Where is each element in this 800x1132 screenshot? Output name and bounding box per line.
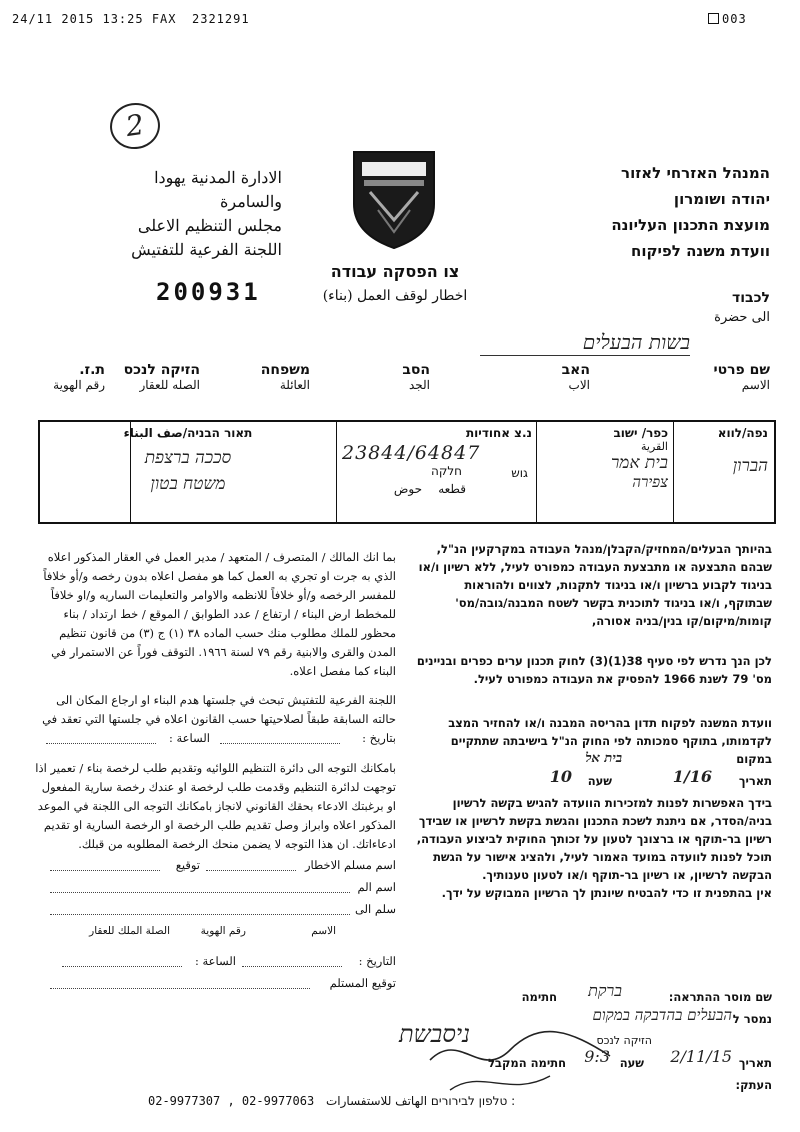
arabic-date-label: بتاريخ : (362, 731, 396, 745)
arabic-issuer-label: اسم مسلم الاخطار (304, 858, 396, 872)
field-property-relation: הזיקה לנכס الصله للعقار (123, 362, 200, 392)
hebrew-paragraph-2: לכן הנך נדרש לפי סעיף 38(1)(3) לחוק תכנון ערים כפרים ובניינים מס' 79 לשנת 1966 להפסיק את העבודה כמפורט לעיל. (416, 654, 772, 686)
field-id-number: ת.ז. رقم الهوية (53, 362, 105, 392)
property-table (38, 420, 776, 524)
arabic-time-line (46, 743, 156, 744)
arabic-signature-label: توقيع (175, 858, 200, 872)
arabic-receiver-row (30, 974, 396, 996)
cell-coordinates: נ.צ אחודיות 23844/64847 גוש חלקה حوض قطعه (342, 426, 532, 496)
circled-number: 2 (107, 100, 163, 153)
hearing-time-label: שעה (587, 774, 612, 788)
arabic-col-id: رقم الهوية (200, 925, 246, 937)
footer-contact (148, 1094, 668, 1108)
arabic-receiver-label: توقيع المستلم (329, 976, 396, 990)
arabic-name-label: اسم الم (357, 880, 396, 894)
fax-page-icon (708, 13, 719, 24)
org-header-arabic: الادارة المدنية يهودا والسامرة مجلس التنظيم الاعلى اللجنة الفرعية للتفتيش (131, 168, 282, 259)
fax-datetime: 24/11 2015 13:25 FAX (12, 12, 177, 26)
delivered-label: נמסר ל (732, 1012, 772, 1026)
field-father: האב الاب (561, 362, 590, 392)
hebrew-body (416, 540, 772, 902)
arabic-issuer-line (206, 870, 296, 871)
arabic-time2-line (62, 966, 182, 967)
delivery-time-label: שעה (619, 1056, 644, 1070)
footer-label: טלפון לבירורים الهاتف للاستفسارات : (326, 1094, 516, 1108)
cell-village: כפר/ ישוב القرية בית אמר צפירה (610, 426, 668, 491)
addressee-handwritten: בשות הבעלים (480, 330, 690, 356)
hebrew-paragraph-5: אין בהתפנית זו כדי להבטיח שיונתן לך הרשיון המבוקש על ידך. (441, 886, 772, 900)
arabic-date-line (220, 743, 340, 744)
hebrew-paragraph-4: בידך האפשרות לפנות למזכירות הוועדה להגיש בקשה לרשיון בניה/הסדר, אם ניתנת לשכת התכנון והגשת בקשת לרשיון או שבידך רשיון בר-תוקף או ברצונך לטעון על זכותך החוקית לביצוע העבודה, תוכל לפנות לוועדה במועד האמור לעיל, ולהציג אישור על הגשת הבקשה לרשיון, או רשיון בר-תוקף ו/או לטעון טענותיך. (416, 796, 772, 882)
hearing-place: בית אל (585, 751, 622, 766)
arabic-date2-line (242, 966, 342, 967)
civil-administration-emblem (350, 148, 438, 252)
delivery-date: 2/11/15 (670, 1047, 732, 1066)
arabic-date2-row (30, 952, 396, 974)
bottom-handwriting: ניסבשת (399, 1020, 470, 1048)
signature-label: חתימה (521, 990, 557, 1004)
issuer-label: שם מוסר ההתראה: (668, 990, 772, 1004)
table-divider (336, 422, 337, 522)
field-family: משפחה العائلة (260, 362, 310, 392)
field-grandfather: הסב الجد (402, 362, 430, 392)
label-gush: גוש (511, 466, 528, 480)
addressee-label-he: לכבוד (732, 290, 770, 306)
hebrew-paragraph-3: וועדת המשנה לפקוח תדון בהריסה המבנה ו/או להחזיר המצב לקדמותו, בתוקף סמכותה לפי החוק הנ"ל בישיבתה שתתקיים במקום (448, 716, 772, 766)
hearing-details (416, 751, 772, 792)
arabic-hearing-row (30, 729, 396, 751)
addressee-label-ar: الى حضرة (714, 310, 770, 325)
arabic-name-row (30, 878, 396, 900)
issuer-signature: ברקת (588, 981, 622, 1000)
arabic-paragraph-1: بما انك المالك / المتصرف / المتعهد / مدير العمل في العقار المذكور اعلاه الذي به جرت او تجري به العمل كما هو مفصل اعلاه بدون رخصه و/أو خلافاً للمفسر الرخصه و/أو خلافاً للانظمه والاوامر والتعليمات الساريه و/او خلافاً للمخطط ارض البناء / ارتفاع / عدد الطوابق / الموقع / خط ارتداد / بناء محظور للملك مطلوب منك حسب الماده ٣٨ (١) ج (٣) من قانون تنظيم المدن والقرى والابنية رقم ٧٩ لسنة ١٩٦٦. التوقف فوراً عن الاستمرار في البناء كما مفصل اعلاه. (43, 550, 396, 678)
hearing-date: 1/16 (672, 767, 712, 786)
arabic-issuer-row (30, 856, 396, 878)
arabic-receiver-line (50, 988, 310, 989)
title-arabic: اخطار لوقف العمل (بناء) (322, 288, 468, 304)
copy-label: העתק: (735, 1078, 772, 1092)
arabic-recipient-cols (30, 922, 396, 944)
arabic-signature-line (50, 870, 160, 871)
arabic-time-label: الساعة : (168, 731, 210, 745)
document-number: 200931 (156, 278, 261, 306)
hearing-time: 10 (549, 767, 572, 786)
field-first-name: שם פרטי الاسم (713, 362, 770, 392)
arabic-col-name: الاسم (311, 925, 336, 937)
person-fields-row (30, 362, 770, 404)
label-helka: חלקה (430, 464, 462, 478)
arabic-delivered-row (30, 900, 396, 922)
table-divider (536, 422, 537, 522)
hearing-date-label: תאריך (738, 774, 772, 788)
footer-phones: 02-9977307 , 02-9977063 (148, 1094, 315, 1108)
title-hebrew: צו הפסקה עבודה (330, 262, 460, 281)
hebrew-paragraph-1: בהיותך הבעלים/המחזיק/הקבלן/מנהל העבודה במקרקעין הנ"ל, שבהם התבצעה או מתבצעת העבודה כמפורט לעיל, ללא רשיון ו/או בניגוד לקבוע ברשיון ו/או בניגוד לתקנות, לצווים ולהוראות שבתוקף, ו/או בניגוד לתוכנית בקשר לשטח המבנה/גובה/מס' קומות/מיקום/קו בנין/בניה אסורה, (418, 542, 772, 628)
arabic-body (30, 548, 396, 996)
delivery-time: 9:3 (584, 1047, 610, 1066)
arabic-time2-label: الساعة : (194, 954, 236, 968)
delivery-date-label: תאריך (738, 1056, 772, 1070)
arabic-name-line (50, 892, 350, 893)
cell-description: תאור הבניה/صف البناء סככה ברצפת משטח בטון (123, 426, 253, 494)
arabic-delivered-line (50, 914, 350, 915)
relation-label: הזיקה לנכס (596, 1034, 652, 1047)
label-hod: حوض (393, 482, 422, 496)
receiver-signature-label: חתימה המקבל (487, 1056, 566, 1070)
fax-page: 003 (708, 12, 747, 26)
arabic-col-relation: الصلة الملك للعقار (89, 925, 170, 937)
org-header-hebrew: המנהל האזרחי לאזור יהודה ושומרון מועצת התכנון העליונה וועדת משנה לפיקוח (611, 164, 770, 260)
table-divider (673, 422, 674, 522)
arabic-delivered-label: سلم الى (354, 902, 396, 916)
fax-number: 2321291 (192, 12, 250, 26)
delivered-to: הבעלים בהדבקה במקום (592, 1006, 732, 1024)
arabic-date2-label: التاريخ : (358, 954, 396, 968)
arabic-paragraph-2: اللجنة الفرعية للتفتيش تبحث في جلستها هدم البناء او ارجاع المكان الى حالته السابقة طبقاً لصلاحيتها حسب القانون اعلاه في جلستها التي تعقد في (42, 693, 396, 726)
cell-district: נפה/לווא הברון (717, 426, 768, 476)
arabic-paragraph-3: بامكانك التوجه الى دائرة التنظيم اللوائيه وتقديم طلب لرخصة بناء / تعمير اذا توجهت لدائرة التنظيم وقدمت طلب لرخصة او عندك رخصة سارية المفعول او برغبتك الادعاء بحقك القانوني لانجاز بامكانك التوجه الى اللجنة في الموعد المذكور اعلاه وابراز وصل تقديم طلب الرخصة او الرخصة السارية او تقديم ادعاءاتك. ان هذا التوجه لا يضمن منحك الرخصة المطلوبه من قبلك. (35, 761, 396, 851)
label-qita: قطعه (438, 482, 466, 496)
